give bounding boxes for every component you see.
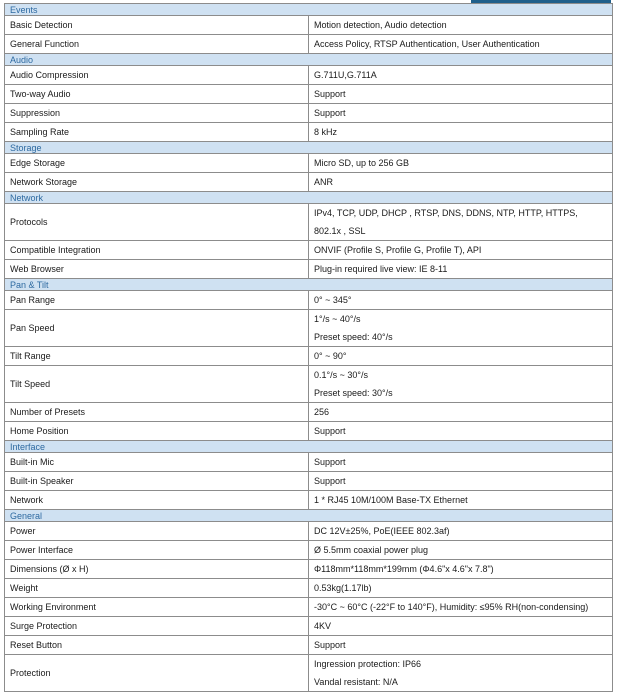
- spec-row: [5, 422, 613, 441]
- spec-value: [309, 403, 613, 422]
- spec-value-line: Preset speed: 30°/s: [314, 388, 393, 398]
- section-header-row: [5, 4, 613, 16]
- spec-row: [5, 260, 613, 279]
- spec-row: [5, 366, 613, 403]
- spec-value-line: Ingression protection: IP66: [314, 659, 422, 669]
- spec-label: Web Browser: [5, 260, 309, 279]
- spec-value: [309, 579, 613, 598]
- spec-label: Tilt Speed: [5, 366, 309, 403]
- spec-label: Working Environment: [5, 598, 309, 617]
- spec-row: [5, 154, 613, 173]
- spec-label: Tilt Range: [5, 347, 309, 366]
- spec-label: Built-in Mic: [5, 453, 309, 472]
- spec-value-line: Support: [314, 426, 346, 436]
- section-title: Interface: [5, 441, 613, 453]
- spec-row: [5, 123, 613, 142]
- spec-row: [5, 204, 613, 241]
- spec-value: [309, 104, 613, 123]
- spec-row: [5, 173, 613, 192]
- spec-value: [309, 560, 613, 579]
- spec-row: [5, 66, 613, 85]
- spec-value-line: 0° ~ 345°: [314, 295, 352, 305]
- spec-row: [5, 472, 613, 491]
- spec-value: [309, 66, 613, 85]
- spec-row: [5, 636, 613, 655]
- spec-value: [309, 617, 613, 636]
- section-header-row: [5, 192, 613, 204]
- spec-value-line: 0.53kg(1.17lb): [314, 583, 372, 593]
- section-header-row: [5, 54, 613, 66]
- spec-value-line: DC 12V±25%, PoE(IEEE 802.3af): [314, 526, 450, 536]
- spec-value-line: Vandal resistant: N/A: [314, 677, 398, 687]
- spec-label: Pan Speed: [5, 310, 309, 347]
- spec-value: [309, 260, 613, 279]
- section-title: Audio: [5, 54, 613, 66]
- spec-value-line: 0° ~ 90°: [314, 351, 347, 361]
- spec-value-line: -30°C ~ 60°C (-22°F to 140°F), Humidity: ≤95% RH(non-condensing): [314, 602, 589, 612]
- spec-row: [5, 522, 613, 541]
- spec-value-line: Support: [314, 89, 346, 99]
- spec-value-line: 0.1°/s ~ 30°/s: [314, 370, 368, 380]
- spec-value-line: Support: [314, 476, 346, 486]
- spec-value-line: Support: [314, 457, 346, 467]
- spec-row: [5, 85, 613, 104]
- spec-value: [309, 204, 613, 241]
- spec-value-line: Ø 5.5mm coaxial power plug: [314, 545, 429, 555]
- spec-label: Power: [5, 522, 309, 541]
- spec-value-line: Plug-in required live view: IE 8-11: [314, 264, 448, 274]
- spec-label: Audio Compression: [5, 66, 309, 85]
- spec-value-line: Micro SD, up to 256 GB: [314, 158, 410, 168]
- spec-label: Network: [5, 491, 309, 510]
- spec-row: [5, 35, 613, 54]
- spec-label: Weight: [5, 579, 309, 598]
- spec-label: Number of Presets: [5, 403, 309, 422]
- spec-row: [5, 104, 613, 123]
- section-title: General: [5, 510, 613, 522]
- spec-value: [309, 85, 613, 104]
- spec-value-line: Support: [314, 640, 346, 650]
- spec-value: [309, 35, 613, 54]
- spec-value-line: 1 * RJ45 10M/100M Base-TX Ethernet: [314, 495, 468, 505]
- section-header-row: [5, 441, 613, 453]
- spec-label: Basic Detection: [5, 16, 309, 35]
- spec-value: [309, 453, 613, 472]
- spec-row: [5, 598, 613, 617]
- spec-label: Suppression: [5, 104, 309, 123]
- spec-label: Two-way Audio: [5, 85, 309, 104]
- spec-label: Power Interface: [5, 541, 309, 560]
- spec-row: [5, 491, 613, 510]
- spec-label: Network Storage: [5, 173, 309, 192]
- spec-value: [309, 598, 613, 617]
- section-title: Events: [5, 4, 613, 16]
- spec-row: [5, 403, 613, 422]
- spec-value: [309, 310, 613, 347]
- spec-value: [309, 366, 613, 403]
- spec-value: [309, 522, 613, 541]
- spec-label: Sampling Rate: [5, 123, 309, 142]
- spec-value: [309, 241, 613, 260]
- spec-label: General Function: [5, 35, 309, 54]
- spec-label: Compatible Integration: [5, 241, 309, 260]
- section-title: Storage: [5, 142, 613, 154]
- spec-value-line: Motion detection, Audio detection: [314, 20, 447, 30]
- spec-row: [5, 310, 613, 347]
- spec-value: [309, 154, 613, 173]
- section-header-row: [5, 510, 613, 522]
- spec-row: [5, 241, 613, 260]
- spec-value: [309, 173, 613, 192]
- spec-row: [5, 347, 613, 366]
- spec-row: [5, 541, 613, 560]
- spec-value-line: ANR: [314, 177, 334, 187]
- spec-value: [309, 491, 613, 510]
- spec-row: [5, 16, 613, 35]
- spec-value-line: Support: [314, 108, 346, 118]
- spec-value-line: 8 kHz: [314, 127, 338, 137]
- spec-value-line: 256: [314, 407, 330, 417]
- spec-value-line: 1°/s ~ 40°/s: [314, 314, 361, 324]
- spec-value: [309, 636, 613, 655]
- spec-value: [309, 16, 613, 35]
- spec-row: [5, 291, 613, 310]
- spec-row: [5, 617, 613, 636]
- spec-value: [309, 123, 613, 142]
- section-title: Pan & Tilt: [5, 279, 613, 291]
- spec-value-line: Φ118mm*118mm*199mm (Φ4.6"x 4.6"x 7.8"): [314, 564, 494, 574]
- spec-label: Edge Storage: [5, 154, 309, 173]
- spec-row: [5, 579, 613, 598]
- spec-label: Surge Protection: [5, 617, 309, 636]
- spec-label: Home Position: [5, 422, 309, 441]
- section-header-row: [5, 142, 613, 154]
- spec-value: [309, 472, 613, 491]
- spec-table-body: [5, 4, 613, 692]
- spec-value-line: IPv4, TCP, UDP, DHCP , RTSP, DNS, DDNS, NTP, HTTP, HTTPS, 802.1x , SSL: [314, 208, 578, 236]
- spec-value-line: Access Policy, RTSP Authentication, User Authentication: [314, 39, 540, 49]
- spec-row: [5, 453, 613, 472]
- section-title: Network: [5, 192, 613, 204]
- spec-label: Pan Range: [5, 291, 309, 310]
- spec-label: Protection: [5, 655, 309, 692]
- spec-value-line: Preset speed: 40°/s: [314, 332, 393, 342]
- spec-label: Protocols: [5, 204, 309, 241]
- spec-value-line: 4KV: [314, 621, 332, 631]
- spec-value: [309, 422, 613, 441]
- section-header-row: [5, 279, 613, 291]
- spec-label: Dimensions (Ø x H): [5, 560, 309, 579]
- spec-value: [309, 541, 613, 560]
- spec-row: [5, 655, 613, 692]
- spec-value-line: G.711U,G.711A: [314, 70, 377, 80]
- spec-row: [5, 560, 613, 579]
- spec-label: Reset Button: [5, 636, 309, 655]
- spec-value: [309, 655, 613, 692]
- spec-label: Built-in Speaker: [5, 472, 309, 491]
- spec-table: [4, 3, 613, 692]
- spec-value: [309, 291, 613, 310]
- spec-value: [309, 347, 613, 366]
- spec-value-line: ONVIF (Profile S, Profile G, Profile T), API: [314, 245, 482, 255]
